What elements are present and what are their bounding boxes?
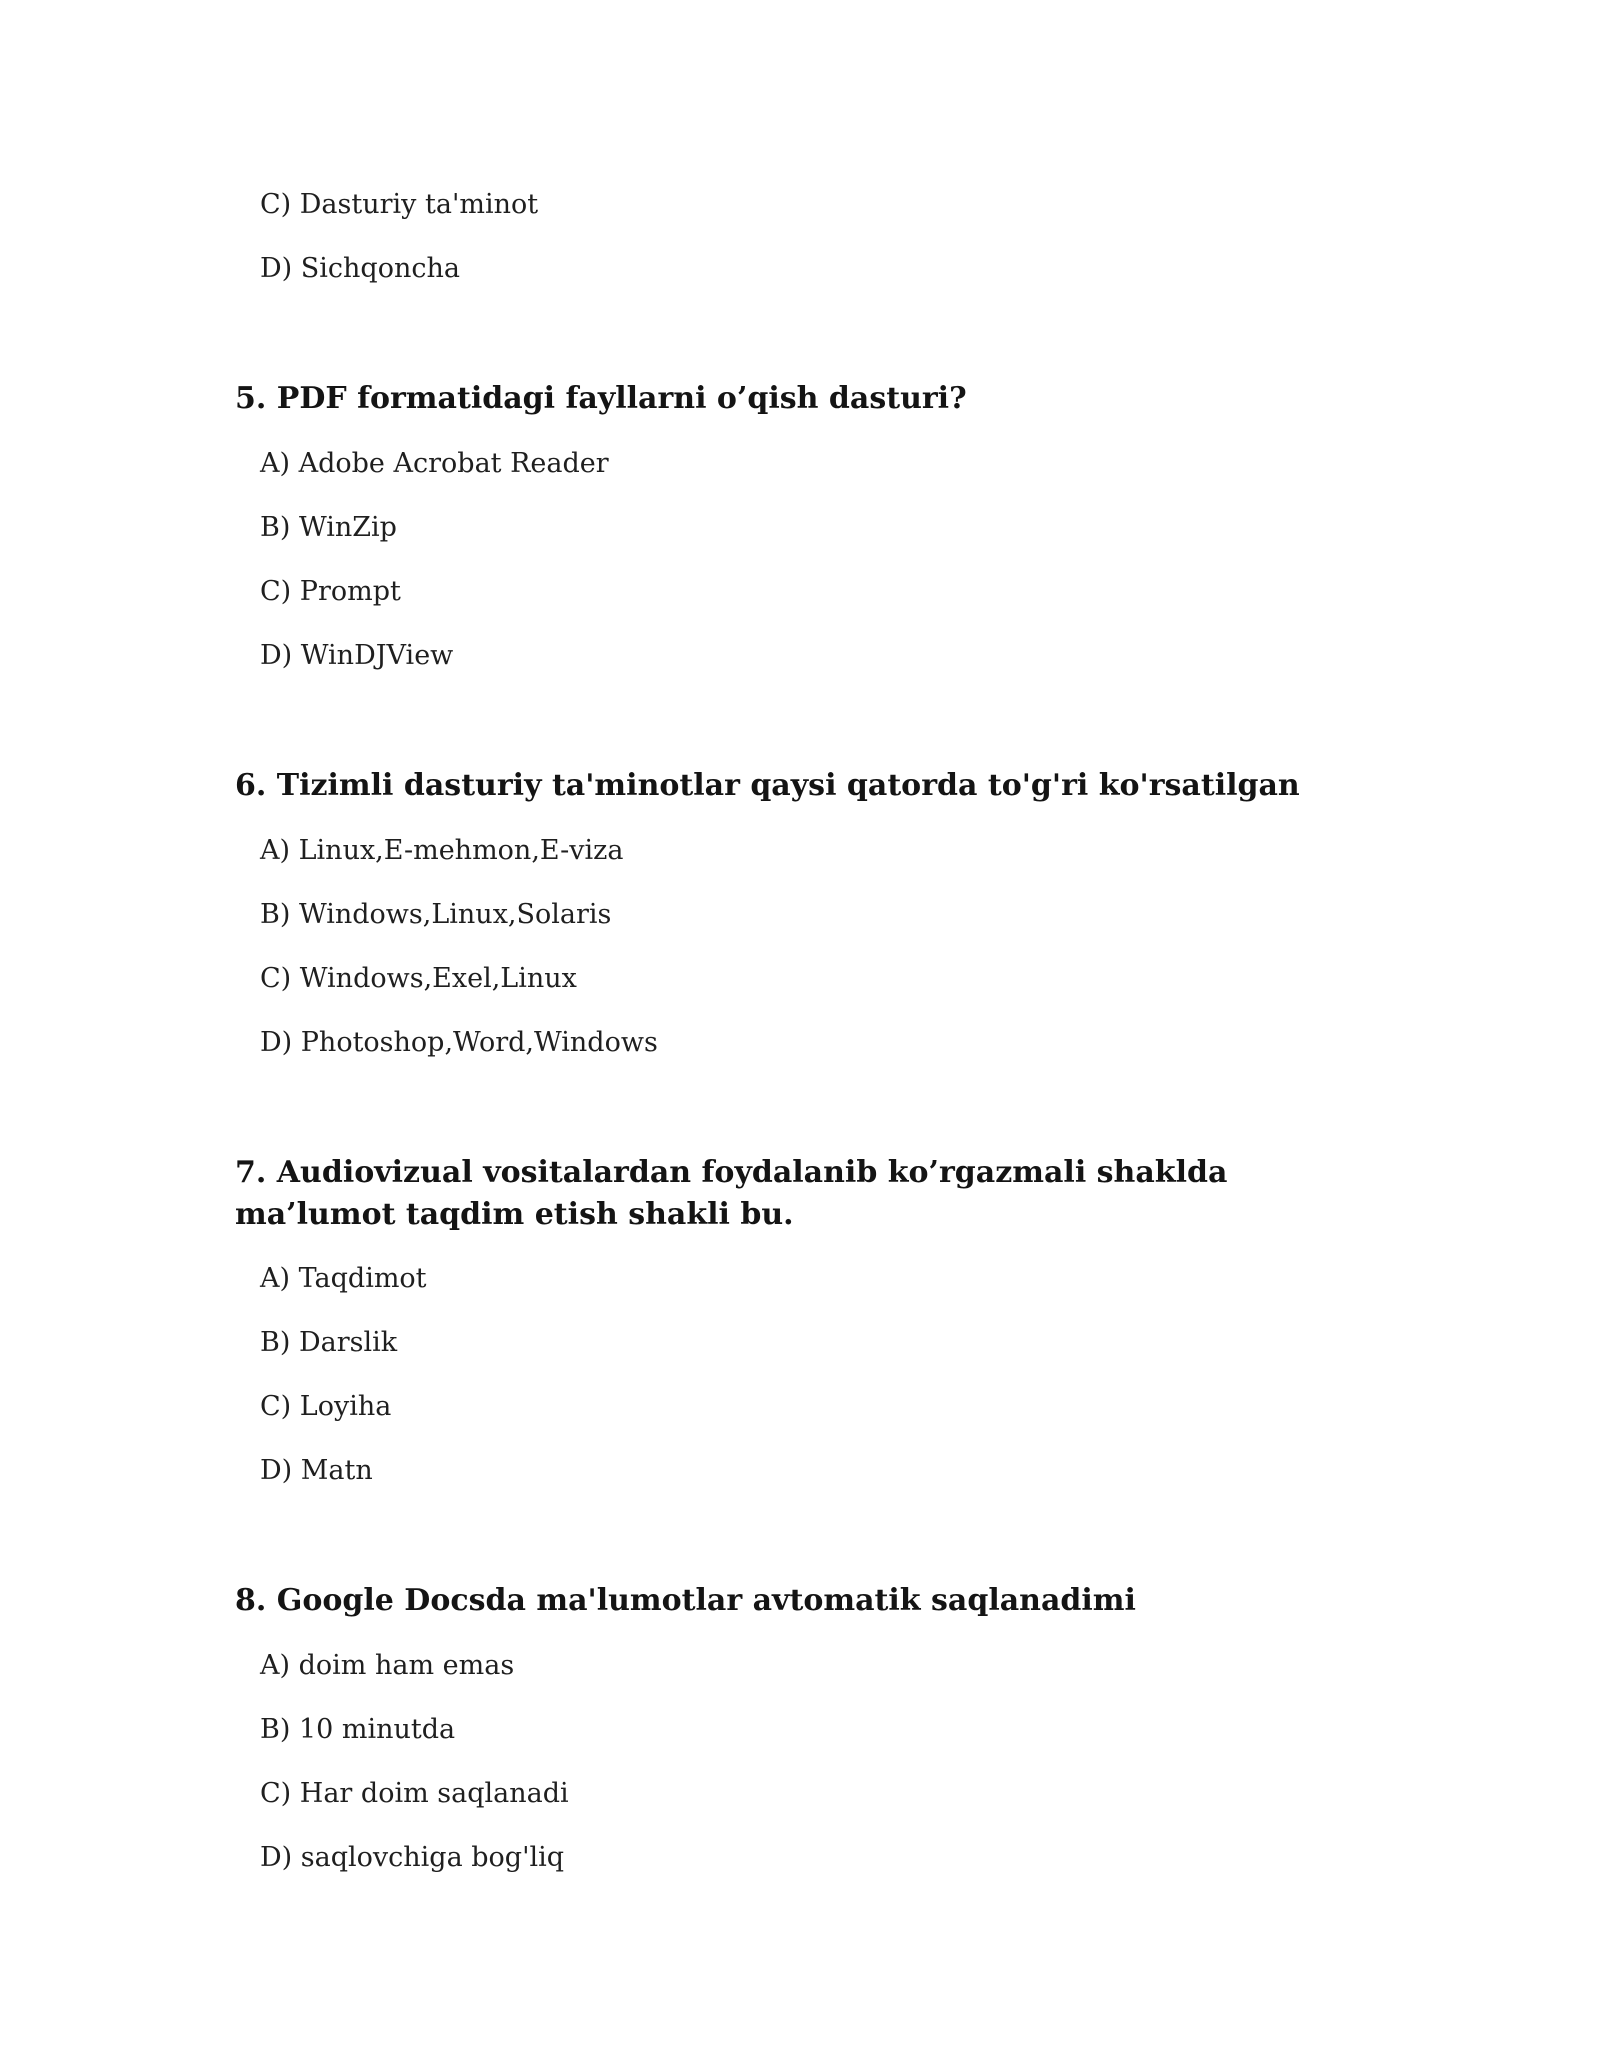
question-8-option-b: B) 10 minutda [260,1714,456,1745]
question-8-option-a: A) doim ham emas [260,1650,515,1681]
question-8-text: 8. Google Docsda ma'lumotlar avtomatik saqlanadimi [235,1583,1136,1618]
carryover-option-c: C) Dasturiy ta'minot [260,189,539,220]
question-5-option-d: D) WinDJView [260,640,454,671]
question-7-option-a: A) Taqdimot [260,1263,427,1294]
question-7-option-c: C) Loyiha [260,1391,392,1422]
question-6-option-c: C) Windows,Exel,Linux [260,963,577,994]
question-7-option-d: D) Matn [260,1455,373,1486]
question-5-option-b: B) WinZip [260,512,397,543]
question-7-option-b: B) Darslik [260,1327,398,1358]
carryover-option-d: D) Sichqoncha [260,253,460,284]
question-8-option-d: D) saqlovchiga bog'liq [260,1842,565,1873]
question-7-text: 7. Audiovizual vositalardan foydalanib ko’rgazmali shaklda ma’lumot taqdim etish shakli bu. [235,1155,1228,1232]
question-6-option-a: A) Linux,E-mehmon,E-viza [260,835,624,866]
question-8-option-c: C) Har doim saqlanadi [260,1778,569,1809]
question-6-option-d: D) Photoshop,Word,Windows [260,1027,658,1058]
question-5-text: 5. PDF formatidagi fayllarni o’qish dasturi? [235,381,967,416]
question-5-option-c: C) Prompt [260,576,401,607]
question-5-option-a: A) Adobe Acrobat Reader [260,448,609,479]
question-6-text: 6. Tizimli dasturiy ta'minotlar qaysi qatorda to'g'ri ko'rsatilgan [235,768,1300,803]
question-6-option-b: B) Windows,Linux,Solaris [260,899,612,930]
